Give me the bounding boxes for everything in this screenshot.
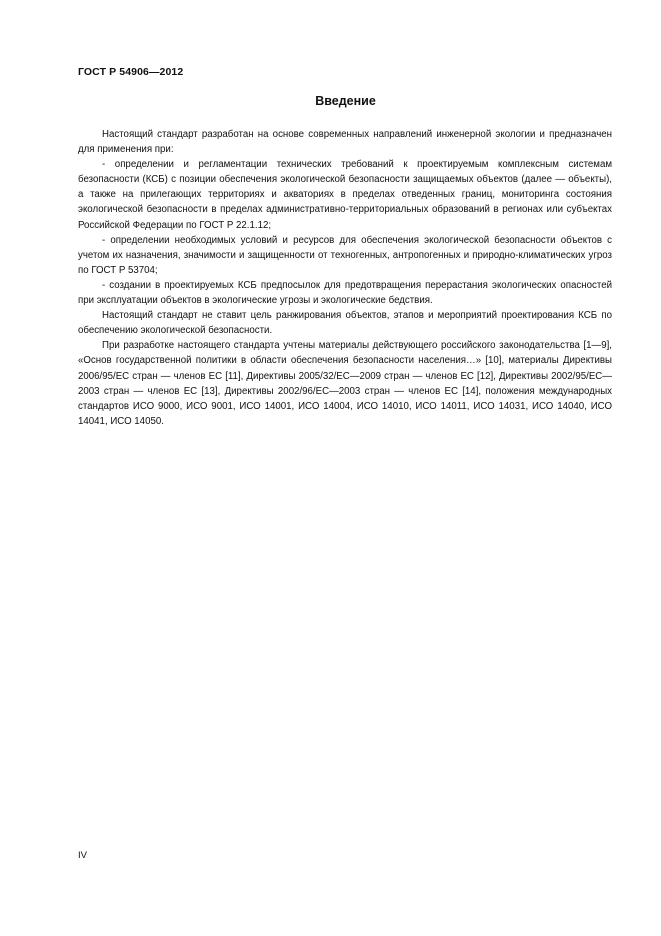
paragraph-intro: Настоящий стандарт разработан на основе современных направлений инженерной экологии и предназначен для применения при: <box>78 129 612 156</box>
list-item-requirements: - определении и регламентации технических требований к проектируемым комплексным системам безопасности (КСБ) с позиции обеспечения экологической безопасности защищаемых объектов (далее — объекты), а также на прилегающих территориях и акваториях в пределах отведенных границ, мониторинга состояния экологической безопасности в пределах административно-территориальных образований в регионах или субъектах Российской Федерации по ГОСТ Р 22.1.12; <box>78 159 612 231</box>
paragraph-references: При разработке настоящего стандарта учтены материалы действующего российского законодательства [1—9], «Основ государственной политики в области обеспечения безопасности населения…» [10], материалы Директивы 2006/95/ЕС стран — членов ЕС [11], Директивы 2005/32/ЕС—2009 стран — членов ЕС [12], Директивы 2002/95/ЕС—2003 стран — членов ЕС [13], Директивы 2002/96/ЕС—2003 стран — членов ЕС [14], положения международных стандартов ИСО 9000, ИСО 9001, ИСО 14001, ИСО 14004, ИСО 14010, ИСО 14011, ИСО 14031, ИСО 14040, ИСО 14041, ИСО 14050. <box>78 340 612 427</box>
paragraph-scope: Настоящий стандарт не ставит цель ранжирования объектов, этапов и мероприятий проектирования КСБ по обеспечению экологической безопасности. <box>78 310 612 337</box>
document-code: ГОСТ Р 54906—2012 <box>78 66 184 78</box>
section-title: Введение <box>315 94 376 108</box>
body-text <box>78 127 612 429</box>
list-item-resources: - определении необходимых условий и ресурсов для обеспечения экологической безопасности объектов с учетом их назначения, значимости и защищенности от техногенных, антропогенных и природно-климатических угроз по ГОСТ Р 53704; <box>78 234 612 276</box>
page-number: IV <box>78 850 87 861</box>
list-item-prevention: - создании в проектируемых КСБ предпосылок для предотвращения перерастания экологических опасностей при эксплуатации объектов в экологические угрозы и экологические бедствия. <box>78 279 612 307</box>
